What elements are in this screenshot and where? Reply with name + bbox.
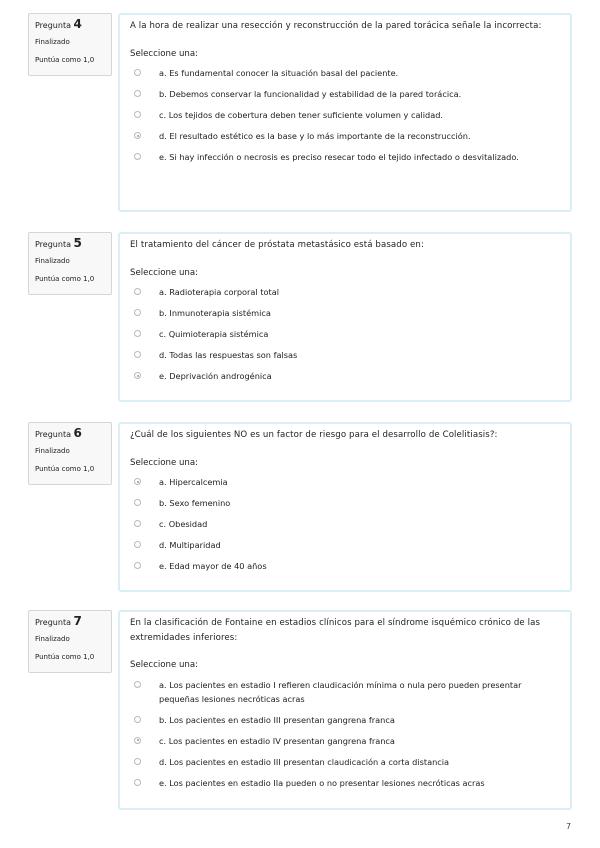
radio-button[interactable]	[134, 499, 141, 506]
radio-button[interactable]	[134, 288, 141, 295]
question-text: El tratamiento del cáncer de próstata metastásico está basado en:	[130, 240, 424, 250]
radio-button[interactable]	[134, 111, 141, 118]
answer-option-d[interactable]: d. Multiparidad	[130, 535, 560, 556]
answer-option-e[interactable]: e. Deprivación androgénica	[130, 366, 560, 387]
question-info	[28, 232, 112, 295]
radio-button[interactable]	[134, 330, 141, 337]
question-state: Finalizado	[35, 447, 70, 455]
question-number: Pregunta 6	[35, 426, 82, 440]
answer-option-d[interactable]: d. El resultado estético es la base y lo más importante de la reconstrucción.	[130, 126, 560, 147]
page-number: 7	[566, 822, 572, 831]
radio-button[interactable]	[134, 779, 141, 786]
radio-button[interactable]	[134, 716, 141, 723]
answer-list	[130, 282, 560, 387]
answer-prompt: Seleccione una:	[130, 660, 199, 670]
answer-option-a[interactable]: a. Hipercalcemia	[130, 472, 560, 493]
answer-option-c[interactable]: c. Quimioterapia sistémica	[130, 324, 560, 345]
answer-option-c[interactable]: c. Los tejidos de cobertura deben tener suficiente volumen y calidad.	[130, 105, 560, 126]
answer-list	[130, 472, 560, 577]
question-info	[28, 422, 112, 485]
radio-button[interactable]	[134, 90, 141, 97]
radio-button[interactable]	[134, 520, 141, 527]
question-mark: Puntúa como 1,0	[35, 465, 95, 473]
answer-option-e[interactable]: e. Si hay infección o necrosis es preciso resecar todo el tejido infectado o desvitalizado.	[130, 147, 560, 168]
question-mark: Puntúa como 1,0	[35, 56, 95, 64]
question-content	[118, 610, 572, 810]
radio-button[interactable]	[134, 541, 141, 548]
answer-option-b[interactable]: b. Inmunoterapia sistémica	[130, 303, 560, 324]
question-mark: Puntúa como 1,0	[35, 275, 95, 283]
radio-button[interactable]	[134, 69, 141, 76]
answer-option-b[interactable]: b. Sexo femenino	[130, 493, 560, 514]
answer-option-d[interactable]: d. Los pacientes en estadio III presentan claudicación a corta distancia	[130, 751, 560, 772]
answer-prompt: Seleccione una:	[130, 457, 199, 468]
question-info	[28, 13, 112, 76]
question-state: Finalizado	[35, 38, 70, 46]
radio-button[interactable]	[134, 309, 141, 316]
answer-option-a[interactable]: a. Los pacientes en estadio I refieren claudicación mínima o nula pero pueden presentar pequeñas lesiones necróticas acras	[130, 674, 560, 709]
answer-option-a[interactable]: a. Es fundamental conocer la situación basal del paciente.	[130, 63, 560, 84]
question-state: Finalizado	[35, 257, 70, 265]
answer-option-e[interactable]: e. Los pacientes en estadio IIa pueden o no presentar lesiones necróticas acras	[130, 772, 560, 793]
radio-button[interactable]	[134, 153, 141, 160]
answer-option-e[interactable]: e. Edad mayor de 40 años	[130, 556, 560, 577]
radio-button[interactable]	[134, 758, 141, 765]
answer-option-a[interactable]: a. Radioterapia corporal total	[130, 282, 560, 303]
answer-list	[130, 674, 560, 793]
answer-prompt: Seleccione una:	[130, 48, 199, 59]
question-content	[118, 13, 572, 212]
answer-prompt: Seleccione una:	[130, 267, 199, 278]
question-number: Pregunta 4	[35, 17, 82, 31]
radio-button[interactable]	[134, 681, 141, 688]
question-text: A la hora de realizar una resección y reconstrucción de la pared torácica señale la incorrecta:	[130, 21, 542, 31]
answer-option-c[interactable]: c. Los pacientes en estadio IV presentan gangrena franca	[130, 730, 560, 751]
question-number: Pregunta 7	[35, 614, 82, 628]
question-text: ¿Cuál de los siguientes NO es un factor de riesgo para el desarrollo de Colelitiasis?:	[130, 430, 498, 440]
question-content	[118, 422, 572, 592]
answer-option-b[interactable]: b. Debemos conservar la funcionalidad y estabilidad de la pared torácica.	[130, 84, 560, 105]
answer-option-b[interactable]: b. Los pacientes en estadio III presentan gangrena franca	[130, 709, 560, 730]
answer-list	[130, 63, 560, 168]
question-number: Pregunta 5	[35, 236, 82, 250]
answer-option-d[interactable]: d. Todas las respuestas son falsas	[130, 345, 560, 366]
radio-button[interactable]	[134, 351, 141, 358]
question-info	[28, 610, 112, 673]
answer-option-c[interactable]: c. Obesidad	[130, 514, 560, 535]
question-content	[118, 232, 572, 402]
radio-button-selected[interactable]	[134, 372, 141, 379]
question-state: Finalizado	[35, 635, 70, 643]
radio-button[interactable]	[134, 562, 141, 569]
radio-button-selected[interactable]	[134, 478, 141, 485]
radio-button-selected[interactable]	[134, 737, 141, 744]
question-text: En la clasificación de Fontaine en estadios clínicos para el síndrome isquémico crónico de las extremidades inferiores:	[130, 618, 541, 643]
question-mark: Puntúa como 1,0	[35, 653, 95, 661]
radio-button-selected[interactable]	[134, 132, 141, 139]
